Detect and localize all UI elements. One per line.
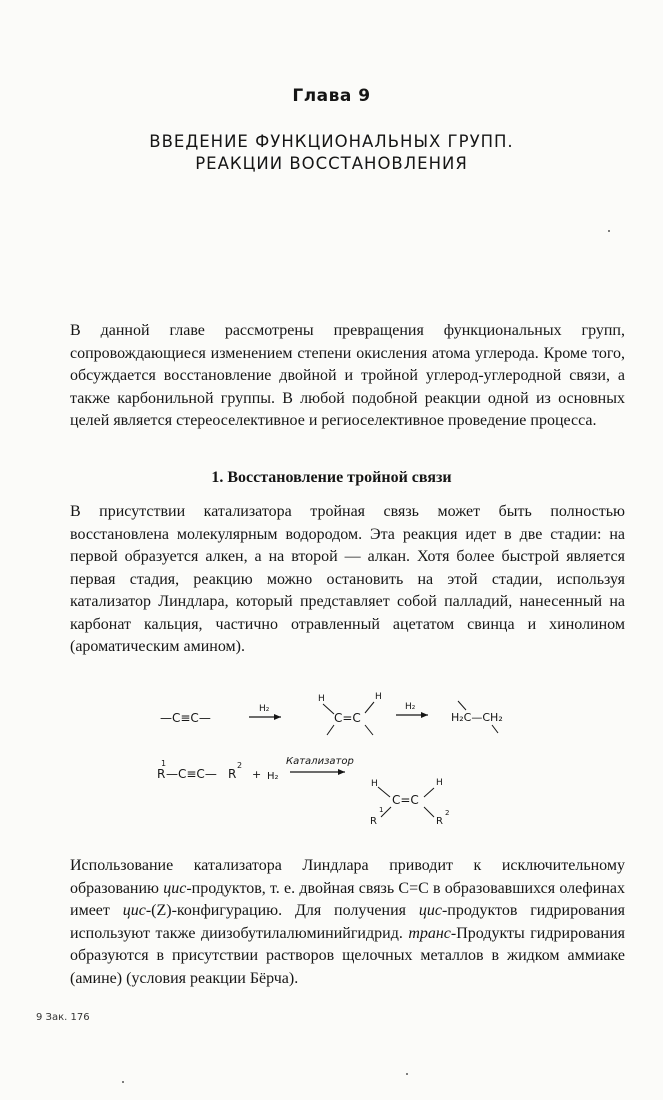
bond-line [458, 701, 466, 710]
r2-index: 2 [445, 809, 450, 817]
r1-label: R [157, 767, 166, 781]
alkene-h-left: H [318, 694, 325, 704]
final-text-5: -Продукты гидрирования образуются в присутствии растворов щелочных металлов в жидком аммиаке (амине) (условия реакции Бёрча). [70, 924, 625, 987]
cis-term: цис [418, 902, 442, 919]
chapter-title-line-2: РЕАКЦИИ ВОССТАНОВЛЕНИЯ [195, 154, 468, 173]
intro-paragraph: В данной главе рассмотрены превращения функциональных групп, сопровождающиеся изменением степени окисления атома углерода. Кроме того, обсуждается восстановление двойной и тройной углерод-углеродной связи, а также карбонильной группы. В любой подобной реакции одной из основных целей является стереоселективное и региоселективное проведение процесса. [70, 322, 625, 429]
paper-speck [608, 230, 610, 232]
alkene-core: C=C [392, 793, 419, 807]
cis-term: цис [122, 902, 146, 919]
section-paragraph: В присутствии катализатора тройная связь может быть полностью восстановлена молекулярным водородом. Эта реакция идет в две стадии: на первой образуется алкен, а на второй — алкан. Хотя более быстрой является первая стадия, реакцию можно остановить на этой стадии, используя катализатор Линдлара, который представляет собой палладий, нанесенный на карбонат кальция, частично отравленный ацетатом свинца и хинолином (ароматическим амином). [70, 503, 625, 655]
scheme-1 [160, 692, 503, 735]
alkene-core: C=C [334, 711, 361, 725]
bond-line [424, 788, 434, 797]
chapter-title-line-1: ВВЕДЕНИЕ ФУНКЦИОНАЛЬНЫХ ГРУПП. [149, 132, 514, 151]
cis-term: цис [163, 879, 187, 897]
scheme-2 [157, 756, 449, 827]
r1-index: 1 [379, 806, 384, 814]
final-text-1: Использование катализатора Линдлара приводит к исключительному образованию [70, 857, 625, 897]
bond-line [378, 787, 390, 797]
reaction-arrow-1-head [274, 714, 281, 720]
alkyne-core: —C≡C— [166, 767, 217, 781]
alkene-h-left: H [371, 779, 378, 789]
catalyst-label: Катализатор [286, 756, 354, 767]
bond-line [492, 725, 498, 733]
bond-line [327, 725, 334, 735]
final-text-3: -(Z)-конфигурацию. Для получения [145, 902, 419, 919]
print-mark: 9 Зак. 176 [36, 1012, 90, 1023]
plus-sign: + [252, 768, 262, 781]
r2-label: R [436, 816, 443, 827]
chapter-label: Глава 9 [292, 86, 371, 106]
bond-line [365, 702, 374, 713]
trans-term: транс [408, 924, 451, 942]
alkene-h-right: H [375, 692, 382, 702]
reaction-arrow-3-head [338, 769, 345, 775]
bond-line [424, 807, 434, 817]
final-text-4: -продуктов гидрирования используют также диизобутилалюминийгидрид. [70, 902, 625, 942]
bond-line [323, 704, 334, 714]
paper-speck [406, 1073, 408, 1075]
alkyne-formula: —C≡C— [160, 711, 211, 725]
h2-reagent: H₂ [267, 771, 279, 782]
paper-speck [122, 1081, 124, 1083]
section-heading: 1. Восстановление тройной связи [211, 469, 452, 486]
alkane-formula: H₂C—CH₂ [451, 711, 503, 724]
alkene-h-right: H [436, 778, 443, 788]
reaction-arrow-2-head [421, 712, 428, 718]
r2-label: R [228, 767, 237, 781]
reagent-h2-second: H₂ [405, 702, 416, 712]
bond-line [365, 725, 373, 735]
r2-index: 2 [237, 761, 243, 770]
reagent-h2-first: H₂ [259, 704, 270, 714]
r1-label: R [370, 816, 377, 827]
r1-index-left: 1 [161, 759, 167, 768]
final-paragraph [70, 855, 625, 990]
final-text-2: -продуктов, т. е. двойная связь C=C в образовавшихся олефинах имеет [70, 879, 625, 919]
